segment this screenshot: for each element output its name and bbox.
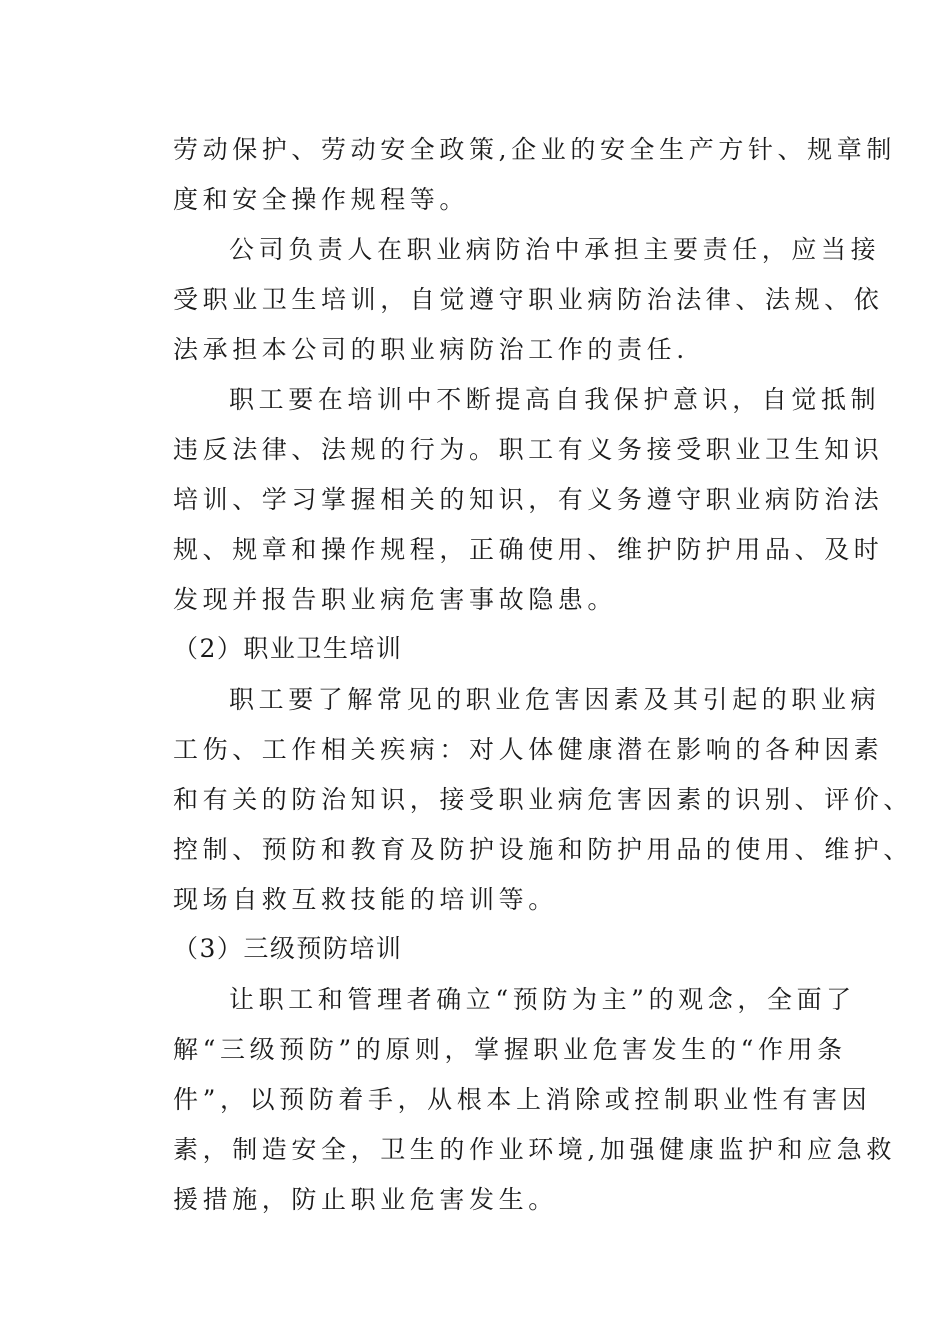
- paragraph-first-line: 公司负责人在职业病防治中承担主要责任，应当接: [229, 235, 881, 264]
- text-line: 度和安全操作规程等。: [173, 185, 470, 214]
- text-line: 违反法律、法规的行为。职工有义务接受职业卫生知识: [173, 435, 884, 464]
- section-heading: （2）职业卫生培训: [173, 634, 403, 663]
- section-heading: （3）三级预防培训: [173, 934, 403, 963]
- text-line: 劳动保护、劳动安全政策,企业的安全生产方针、规章制: [173, 135, 896, 164]
- text-line: 法承担本公司的职业病防治工作的责任.: [173, 335, 689, 364]
- paragraph-first-line: 职工要了解常见的职业危害因素及其引起的职业病: [229, 685, 881, 714]
- text-line: 规、规章和操作规程，正确使用、维护防护用品、及时: [173, 535, 884, 564]
- paragraph-first-line: 让职工和管理者确立“预防为主”的观念，全面了: [229, 985, 856, 1014]
- text-line: 工伤、工作相关疾病：对人体健康潜在影响的各种因素: [173, 735, 884, 764]
- text-line: 培训、学习掌握相关的知识，有义务遵守职业病防治法: [173, 485, 884, 514]
- text-line: 件”，以预防着手，从根本上消除或控制职业性有害因: [173, 1085, 872, 1114]
- text-line: 解“三级预防”的原则，掌握职业危害发生的“作用条: [173, 1035, 847, 1064]
- text-line: 受职业卫生培训，自觉遵守职业病防治法律、法规、依: [173, 285, 884, 314]
- text-line: 素，制造安全，卫生的作业环境,加强健康监护和应急救: [173, 1135, 896, 1164]
- text-line: 现场自救互救技能的培训等。: [173, 885, 558, 914]
- text-line: 发现并报告职业病危害事故隐患。: [173, 585, 618, 614]
- text-line: 控制、预防和教育及防护设施和防护用品的使用、维护、: [173, 835, 914, 864]
- text-line: 援措施，防止职业危害发生。: [173, 1185, 558, 1214]
- paragraph-first-line: 职工要在培训中不断提高自我保护意识，自觉抵制: [229, 385, 881, 414]
- text-line: 和有关的防治知识，接受职业病危害因素的识别、评价、: [173, 785, 914, 814]
